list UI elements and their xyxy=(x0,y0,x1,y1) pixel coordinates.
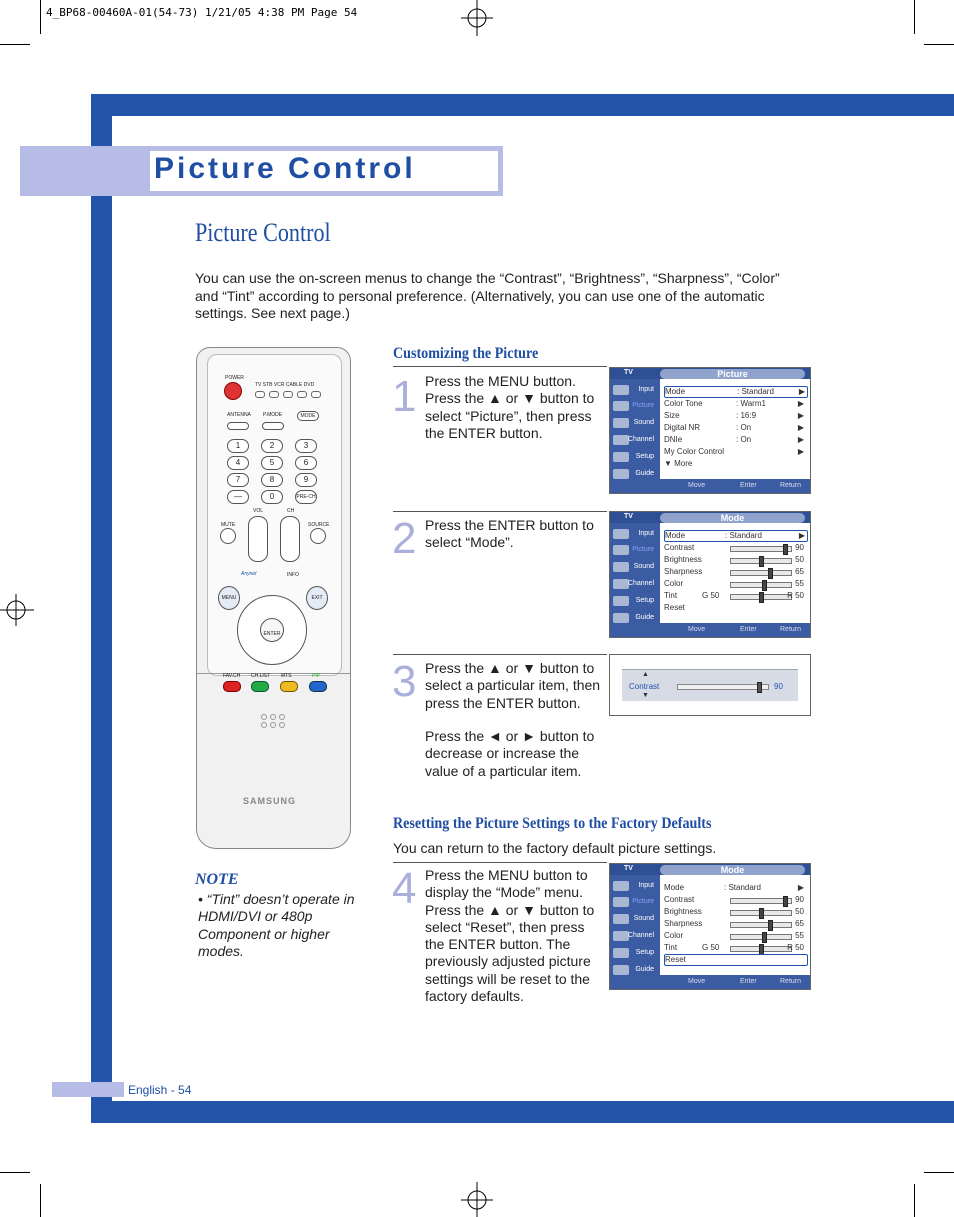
mode-button[interactable]: MODE xyxy=(297,411,319,421)
customizing-heading: Customizing the Picture xyxy=(393,345,539,362)
mute-button[interactable] xyxy=(220,528,236,544)
slider-track xyxy=(730,582,792,588)
osd-sidebar xyxy=(610,379,660,479)
prech-button[interactable]: PRE-CH xyxy=(295,490,317,504)
crop-mark xyxy=(914,1184,915,1217)
channel-rocker[interactable] xyxy=(280,516,300,562)
footer-band xyxy=(52,1082,124,1097)
osd-sidebar-sound: Sound xyxy=(610,416,660,431)
mts-label: MTS xyxy=(281,673,292,679)
osd-sidebar xyxy=(610,875,660,975)
slider-track xyxy=(730,558,792,564)
osd-sidebar-input: Input xyxy=(610,527,660,542)
divider xyxy=(393,366,607,367)
setup-icon xyxy=(613,948,629,958)
osd-mode-reset-menu xyxy=(609,863,811,990)
chlist-label: CH.LIST xyxy=(251,673,271,679)
osd-tint-row: Tint G 50 R 50 xyxy=(664,942,806,954)
osd-move: Move xyxy=(688,482,706,489)
osd-sidebar-input: Input xyxy=(610,879,660,894)
guide-icon xyxy=(613,613,629,623)
remote-divider xyxy=(197,673,350,674)
adjust-knob xyxy=(757,682,762,693)
vol-label: VOL xyxy=(253,508,264,514)
pip-label: PIP xyxy=(312,673,321,679)
page-title: Picture Control xyxy=(154,152,416,185)
registration-mark-icon xyxy=(457,0,497,36)
remote-control xyxy=(196,347,351,849)
sound-icon xyxy=(613,562,629,572)
pmode-button[interactable] xyxy=(262,422,284,430)
digit-8-button[interactable]: 8 xyxy=(261,473,283,487)
favch-label: FAV.CH xyxy=(223,673,241,679)
step-number: 1 xyxy=(392,372,417,421)
channel-icon xyxy=(613,931,629,941)
osd-sidebar-channel: Channel xyxy=(610,577,660,592)
osd-row-color-tone: Color Tone : Warm1 ▶ xyxy=(664,399,804,408)
print-slug: 4_BP68-00460A-01(54-73) 1/21/05 4:38 PM Page 54 xyxy=(46,6,358,19)
picture-icon xyxy=(613,897,629,907)
osd-row-reset: Reset xyxy=(664,603,685,612)
menu-button[interactable]: MENU xyxy=(218,586,240,610)
picture-icon xyxy=(613,545,629,555)
osd-bottom-bar xyxy=(610,479,810,493)
crop-mark xyxy=(924,44,954,45)
reset-subtitle: You can return to the factory default picture settings. xyxy=(393,840,717,856)
step-text: Press the MENU button. Press the ▲ or ▼ button to select “Picture”, then press the ENTER button. xyxy=(425,373,595,441)
digit-9-button[interactable]: 9 xyxy=(295,473,317,487)
step-number: 3 xyxy=(392,657,417,706)
arrow-right-icon: ▶ xyxy=(797,399,804,408)
arrow-right-icon: ▶ xyxy=(797,447,804,456)
section-title: Picture Control xyxy=(195,218,331,247)
dpad[interactable] xyxy=(237,595,307,665)
crop-mark xyxy=(924,1172,954,1173)
osd-row-size: Size : 16:9 ▶ xyxy=(664,411,804,420)
crop-mark xyxy=(914,0,915,34)
osd-body xyxy=(660,379,810,479)
guide-icon xyxy=(613,965,629,975)
osd-sidebar-setup: Setup xyxy=(610,450,660,465)
divider xyxy=(393,654,607,655)
dash-button[interactable]: — xyxy=(227,490,249,504)
enter-button[interactable]: ENTER xyxy=(260,618,284,642)
crop-mark xyxy=(0,44,30,45)
osd-row-more: ▼ More xyxy=(664,459,693,468)
source-label: SOURCE xyxy=(308,522,330,528)
arrow-right-icon: ▶ xyxy=(797,883,804,892)
crop-mark xyxy=(40,0,41,34)
red-button[interactable] xyxy=(223,681,241,692)
mute-label: MUTE xyxy=(221,522,236,528)
remote-led-dots xyxy=(261,714,285,728)
step-text: Press the ◄ or ► button to decrease or increase the value of a particular item. xyxy=(425,728,595,779)
picture-icon xyxy=(613,401,629,411)
arrow-right-icon: ▶ xyxy=(797,423,804,432)
osd-tv-label: TV xyxy=(624,513,633,520)
down-arrow-icon: ▼ xyxy=(642,692,649,699)
osd-picture-menu xyxy=(609,367,811,494)
anynet-label: Anynet xyxy=(241,571,257,577)
osd-sidebar-sound: Sound xyxy=(610,912,660,927)
osd-mode-menu xyxy=(609,511,811,638)
setup-icon xyxy=(613,596,629,606)
osd-tint-row: Tint G 50 R 50 xyxy=(664,590,806,602)
power-button[interactable] xyxy=(224,382,242,400)
osd-sidebar-picture: Picture xyxy=(610,895,660,910)
reset-heading: Resetting the Picture Settings to the Factory Defaults xyxy=(393,815,712,832)
intro-paragraph: You can use the on-screen menus to change the “Contrast”, “Brightness”, “Sharpness”, “Color” and “Tint” according to personal preference. (Alternatively, you can use one of the automatic settings. See next page.) xyxy=(195,270,780,321)
osd-adjust-bar xyxy=(622,669,798,701)
sound-icon xyxy=(613,914,629,924)
osd-sidebar-channel: Channel xyxy=(610,929,660,944)
osd-sidebar-guide: Guide xyxy=(610,467,660,482)
slider-track xyxy=(730,570,792,576)
osd-sidebar-guide: Guide xyxy=(610,963,660,978)
info-label: INFO xyxy=(287,572,299,578)
input-icon xyxy=(613,529,629,539)
channel-icon xyxy=(613,579,629,589)
osd-sidebar-picture: Picture xyxy=(610,543,660,558)
source-labels: TV STB VCR CABLE DVD xyxy=(255,382,315,388)
osd-enter: Enter xyxy=(740,482,757,489)
osd-bottom-bar: Move Enter Return xyxy=(610,975,810,989)
adjust-value: 90 xyxy=(774,682,783,691)
digit-1-button[interactable]: 1 xyxy=(227,439,249,453)
guide-icon xyxy=(613,469,629,479)
osd-slider-row: Contrast 90 xyxy=(664,894,806,906)
up-arrow-icon: ▲ xyxy=(642,671,649,678)
step-number: 2 xyxy=(392,514,417,563)
osd-row-mode: Mode : Standard ▶ xyxy=(664,883,804,892)
antenna-label: ANTENNA xyxy=(227,412,251,418)
osd-slider-row: Brightness 50 xyxy=(664,906,806,918)
registration-mark-icon xyxy=(0,590,34,630)
osd-sidebar-channel: Channel xyxy=(610,433,660,448)
crop-mark xyxy=(0,1172,30,1173)
osd-row-my-color: My Color Control ▶ xyxy=(664,447,804,456)
source-buttons xyxy=(255,391,320,397)
osd-slider-row: Contrast 90 xyxy=(664,542,806,554)
volume-rocker[interactable] xyxy=(248,516,268,562)
slider-track xyxy=(730,546,792,552)
osd-adjust-panel xyxy=(609,654,811,716)
slider-track xyxy=(730,922,792,928)
page-number: English - 54 xyxy=(128,1083,192,1097)
slider-track xyxy=(730,934,792,940)
osd-body xyxy=(660,523,810,623)
brand-logo: SAMSUNG xyxy=(243,796,297,806)
osd-row-mode: Mode : Standard ▶ xyxy=(664,386,808,398)
step-text: Press the MENU button to display the “Mode” menu. Press the ▲ or ▼ button to select “Reset”, then press the ENTER button. The previously adjusted picture settings will be reset to the factory defaults. xyxy=(425,867,595,1005)
osd-sidebar-picture: Picture xyxy=(610,399,660,414)
input-icon xyxy=(613,881,629,891)
digit-4-button[interactable]: 4 xyxy=(227,456,249,470)
osd-sidebar-setup: Setup xyxy=(610,594,660,609)
osd-row-dnie: DNIe : On ▶ xyxy=(664,435,804,444)
digit-0-button[interactable]: 0 xyxy=(261,490,283,504)
channel-icon xyxy=(613,435,629,445)
setup-icon xyxy=(613,452,629,462)
osd-body xyxy=(660,875,810,975)
blue-button[interactable] xyxy=(309,681,327,692)
note-title: NOTE xyxy=(195,871,239,888)
osd-sidebar-setup: Setup xyxy=(610,946,660,961)
divider xyxy=(393,862,607,863)
arrow-right-icon: ▶ xyxy=(797,435,804,444)
osd-title: Mode xyxy=(660,865,805,875)
osd-sidebar-sound: Sound xyxy=(610,560,660,575)
osd-sidebar xyxy=(610,523,660,623)
step-text: Press the ENTER button to select “Mode”. xyxy=(425,517,594,551)
adjust-track xyxy=(677,684,769,690)
step-number: 4 xyxy=(392,864,417,913)
adjust-label: Contrast xyxy=(629,682,660,691)
green-button[interactable] xyxy=(251,681,269,692)
osd-tv-label: TV xyxy=(624,369,633,376)
antenna-button[interactable] xyxy=(227,422,249,430)
osd-slider-row: Sharpness 65 xyxy=(664,918,806,930)
osd-title: Picture xyxy=(660,369,805,379)
osd-sidebar-guide: Guide xyxy=(610,611,660,626)
osd-bottom-bar: Move Enter Return xyxy=(610,623,810,637)
source-button[interactable] xyxy=(310,528,326,544)
slider-track xyxy=(730,898,792,904)
arrow-right-icon: ▶ xyxy=(797,411,804,420)
input-icon xyxy=(613,385,629,395)
osd-title: Mode xyxy=(660,513,805,523)
osd-sidebar-input: Input xyxy=(610,383,660,398)
digit-5-button[interactable]: 5 xyxy=(261,456,283,470)
power-label: POWER xyxy=(225,375,244,381)
osd-slider-row: Sharpness 65 xyxy=(664,566,806,578)
osd-row-mode: Mode : Standard ▶ xyxy=(664,530,808,542)
ch-label: CH xyxy=(287,508,295,514)
pmode-label: P.MODE xyxy=(263,412,283,418)
digit-2-button[interactable]: 2 xyxy=(261,439,283,453)
slider-track xyxy=(730,594,792,600)
note-text: • “Tint” doesn’t operate in HDMI/DVI or 480p Component or higher modes. xyxy=(198,891,355,959)
digit-3-button[interactable]: 3 xyxy=(295,439,317,453)
slider-track xyxy=(730,910,792,916)
exit-button[interactable]: EXIT xyxy=(306,586,328,610)
yellow-button[interactable] xyxy=(280,681,298,692)
osd-slider-row: Brightness 50 xyxy=(664,554,806,566)
step-text: Press the ▲ or ▼ button to select a particular item, then press the ENTER button. xyxy=(425,660,601,711)
slider-track xyxy=(730,946,792,952)
arrow-right-icon: ▶ xyxy=(798,531,805,540)
osd-return: Return xyxy=(780,482,802,489)
divider xyxy=(393,511,607,512)
registration-mark-icon xyxy=(457,1182,497,1217)
crop-mark xyxy=(40,1184,41,1217)
osd-tv-label: TV xyxy=(624,865,633,872)
arrow-right-icon: ▶ xyxy=(798,387,805,396)
osd-slider-row: Color 55 xyxy=(664,578,806,590)
osd-row-digital-nr: Digital NR : On ▶ xyxy=(664,423,804,432)
osd-slider-row: Color 55 xyxy=(664,930,806,942)
osd-row-reset: Reset xyxy=(664,954,808,966)
digit-7-button[interactable]: 7 xyxy=(227,473,249,487)
sound-icon xyxy=(613,418,629,428)
digit-6-button[interactable]: 6 xyxy=(295,456,317,470)
